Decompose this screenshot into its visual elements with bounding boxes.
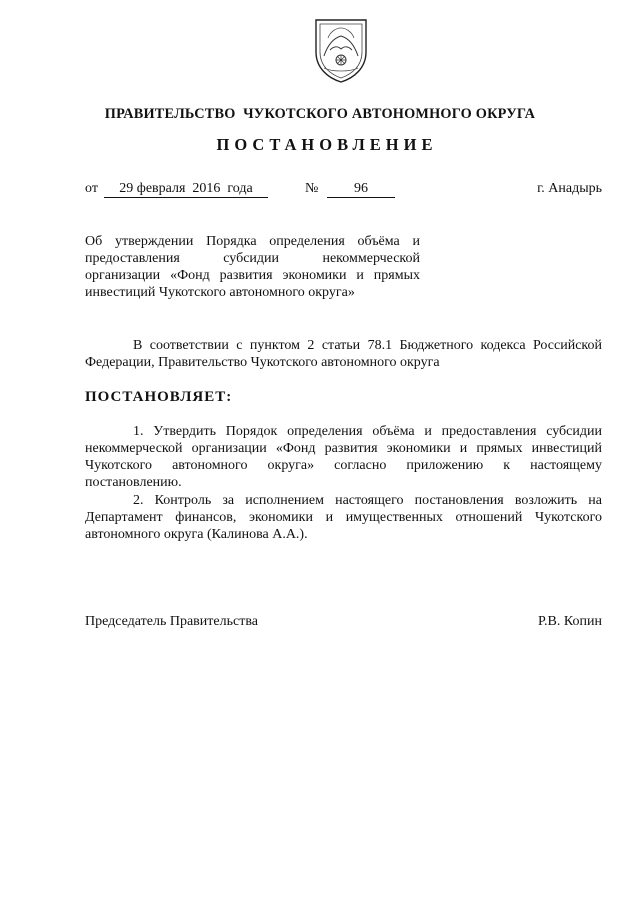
document-date: 29 февраля 2016 года (104, 181, 268, 198)
document-type-title: ПОСТАНОВЛЕНИЕ (216, 135, 438, 154)
decree-item-2: 2. Контроль за исполнением настоящего постановления возложить на Департамент финансов, экономики и имущественных отношений Чукотского автономного округа (Калинова А.А.). (85, 493, 602, 542)
decree-heading: ПОСТАНОВЛЯЕТ: (85, 389, 233, 405)
document-city: г. Анадырь (537, 181, 602, 196)
signatory-position: Председатель Правительства (85, 614, 258, 629)
document-subject (85, 233, 420, 301)
subject-line: предоставления субсидии некоммерческой (85, 251, 420, 266)
signatory-name: Р.В. Копин (538, 614, 602, 629)
number-prefix: № (305, 181, 319, 196)
document-number: 96 (327, 181, 395, 198)
subject-line: организации «Фонд развития экономики и прямых (85, 268, 420, 283)
organization-title: ПРАВИТЕЛЬСТВО ЧУКОТСКОГО АВТОНОМНОГО ОКРУГА (104, 106, 536, 122)
coat-of-arms-icon (310, 16, 372, 84)
subject-line: Об утверждении Порядка определения объёма и (85, 234, 420, 249)
preamble-paragraph: В соответствии с пунктом 2 статьи 78.1 Бюджетного кодекса Российской Федерации, Правительство Чукотского автономного округа (85, 338, 602, 370)
date-prefix: от (85, 181, 98, 196)
decree-item-1: 1. Утвердить Порядок определения объёма и предоставления субсидии некоммерческой организации «Фонд развития экономики и прямых инвестиций Чукотского автономного округа» согласно приложению к настоящему постановлению. (85, 424, 602, 490)
subject-line: инвестиций Чукотского автономного округа» (85, 285, 355, 300)
